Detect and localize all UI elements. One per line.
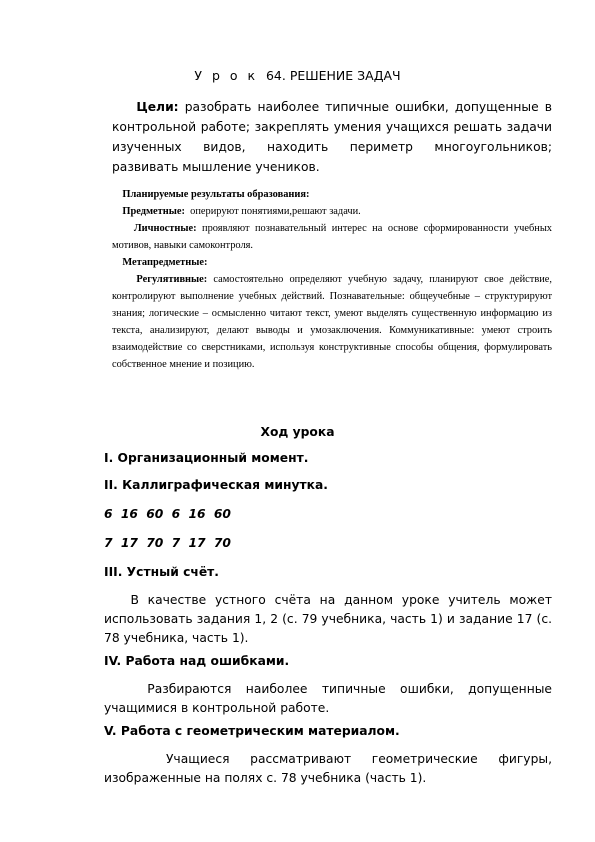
calligraphy-line-1: 6 16 60 6 16 60	[104, 507, 231, 521]
lesson-title	[0, 68, 595, 83]
section-3-text	[104, 591, 552, 648]
lesson-title-prefix: У р о к	[194, 68, 259, 83]
regulatory-results	[112, 271, 552, 373]
goals-label: Цели:	[136, 100, 179, 114]
subject-label: Предметные:	[122, 206, 185, 217]
regulatory-text: самостоятельно определяют учебную задачу, планируют свое действие, контролируют выполнение учебных действий. Познавательные: общеучебные – структурируют знания; логические – осмысленно читают текст, умеют выделять существенную информацию из текста, анализируют, делают выводы и умозаключения. Коммуникативные: умеют строить взаимодействие со сверстниками, используя конструктивные способы общения, формулировать собственное мнение и позицию.	[112, 274, 552, 370]
goals-text: разобрать наиболее типичные ошибки, допущенные в контрольной работе; закреплять умения учащихся решать задачи изученных видов, находить периметр многоугольников; развивать мышление учеников.	[112, 100, 552, 174]
course-title: Ход урока	[260, 425, 335, 439]
personal-text: проявляют познавательный интерес на основе сформированности учебных мотивов, навыки самоконтроля.	[112, 223, 552, 251]
results-heading	[112, 186, 552, 203]
section-4-text	[104, 680, 552, 718]
results-heading-text: Планируемые результаты образования:	[122, 189, 310, 200]
section-5-heading: V. Работа с геометрическим материалом.	[104, 724, 400, 738]
section-2-heading: II. Каллиграфическая минутка.	[104, 478, 328, 492]
personal-label: Личностные:	[133, 223, 197, 234]
section-4-paragraph-text: Разбираются наиболее типичные ошибки, допущенные учащимися в контрольной работе.	[104, 682, 553, 715]
section-3-paragraph-text: В качестве устного счёта на данном уроке учитель может использовать задания 1, 2 (с. 79 учебника, часть 1) и задание 17 (с. 78 учебника, часть 1).	[104, 593, 552, 645]
planned-results	[112, 186, 552, 373]
section-5-paragraph	[104, 750, 552, 788]
section-5-text	[104, 750, 552, 788]
calligraphy-line-2: 7 17 70 7 17 70	[104, 536, 231, 550]
regulatory-label: Регулятивные:	[136, 274, 208, 285]
lesson-goals	[112, 97, 552, 177]
subject-results	[112, 203, 552, 220]
section-3-heading: III. Устный счёт.	[104, 565, 219, 579]
goals-paragraph	[112, 97, 552, 177]
section-4-heading: IV. Работа над ошибками.	[104, 654, 290, 668]
section-1-heading: I. Организационный момент.	[104, 451, 309, 465]
meta-heading-text: Метапредметные:	[122, 257, 208, 268]
subject-text: оперируют понятиями,решают задачи.	[190, 206, 361, 217]
personal-results	[112, 220, 552, 254]
meta-heading	[112, 254, 552, 271]
section-4-paragraph	[104, 680, 552, 718]
section-5-paragraph-text: Учащиеся рассматривают геометрические фигуры, изображенные на полях с. 78 учебника (часть 1).	[104, 752, 552, 785]
section-3-paragraph	[104, 591, 552, 648]
lesson-title-text: 64. РЕШЕНИЕ ЗАДАЧ	[265, 68, 401, 83]
